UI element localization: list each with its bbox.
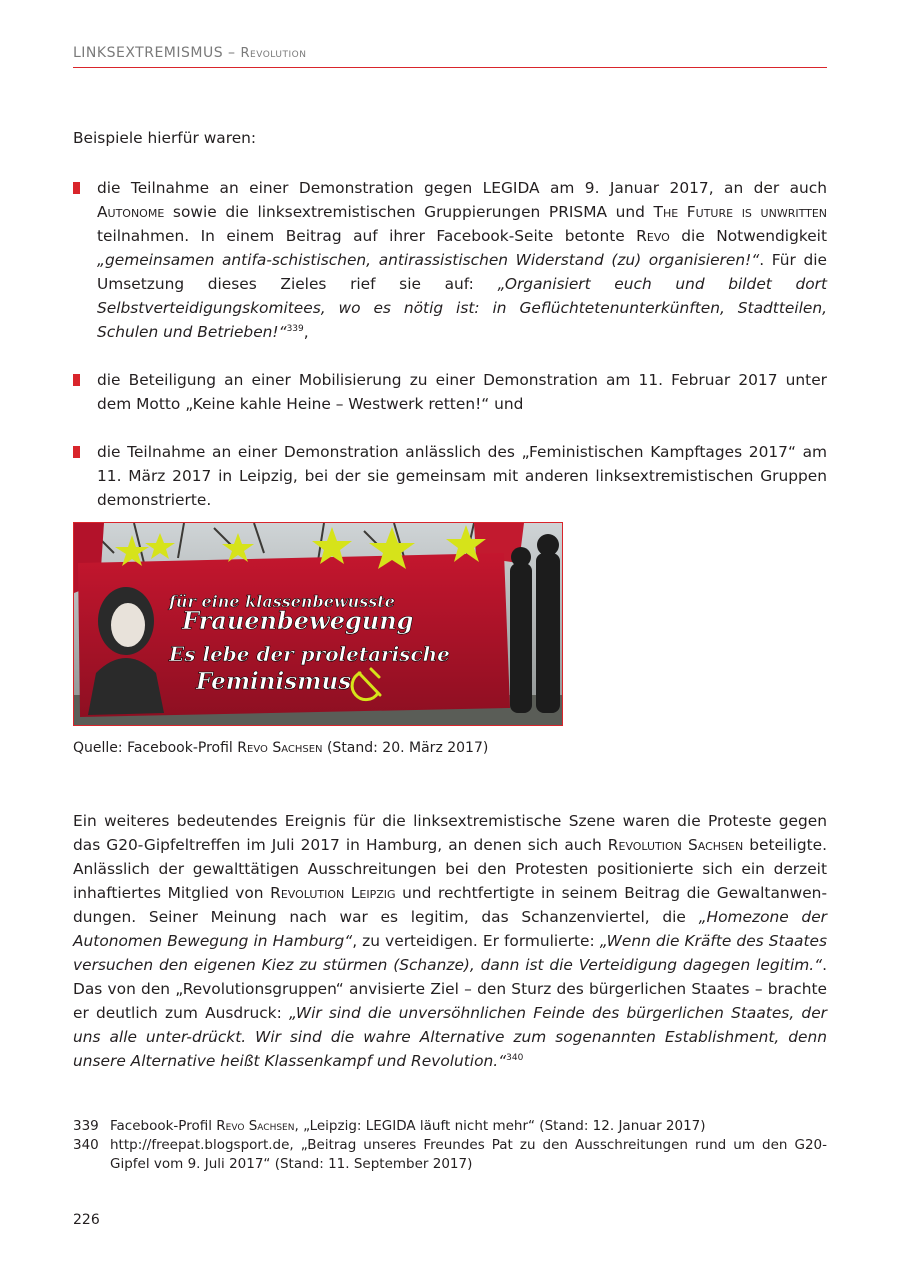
bullet-text: die Teilnahme an einer Demonstration anlässlich des „Feministischen Kampftages 2017“ am 11. März 2017 in Leipzig, bei der sie gemeinsam mit anderen linksextremistischen Gruppen demonstrierte. [97,443,827,509]
quote: „gemeinsamen antifa-schistischen, antirassistischen Widerstand (zu) organisieren!“ [97,251,760,269]
list-item [73,176,827,344]
org-name: Revo Sachsen [216,1118,295,1134]
footnote-339 [73,1117,827,1136]
paragraph-text: Ein weiteres bedeutendes Ereignis für die linksextremistische Szene waren die Proteste gegen das G20-Gipfeltreffen im Juli 2017 in Hamburg, an denen sich auch [73,812,827,854]
bullet-marker [73,182,80,194]
footnote-ref[interactable]: 340 [506,1053,524,1063]
org-name: Revolution Sachsen [607,836,744,854]
caption-text: (Stand: 20. März 2017) [322,740,489,756]
header-separator: – [223,45,241,61]
header-subsection: Revolution [240,46,307,61]
quote: „Organisiert euch und bildet dort Selbstverteidigungskomitees, wo es nötig ist: in Geflüchtetenunterkünften, Stadtteilen, Schulen und Betrieben!“ [97,275,828,341]
paragraph-text: und rechtfertigte in seinem Beitrag die Gewaltanwen-dungen. Seiner Meinung nach war es legitim, das Schanzenviertel, die [73,884,827,926]
footnotes [73,1117,827,1174]
banner-line: Feminismus [196,668,352,695]
quote: „Wir sind die unversöhnlichen Feinde des bürgerlichen Staates, der uns alle unter-drückt. Wir sind die wahre Alternative zum sogenannten Establishment, denn unsere Alternative heißt Klassenkampf und Revolution.“ [73,1004,827,1070]
footnote-text-part: , „Leipzig: LEGIDA läuft nicht mehr“ (Stand: 12. Januar 2017) [294,1118,706,1134]
bullet-marker [73,374,80,386]
paragraph-text: beteiligte. Anlässlich der gewalttätigen Ausschreitungen bei den Protesten positionierte sich ein derzeit inhaftiertes Mitglied von [73,836,827,902]
banner-line: Frauenbewegung [182,606,414,635]
org-name: Revolution Leipzig [270,884,396,902]
bullet-text: die Notwendigkeit [669,227,827,245]
org-name: The Future is unwritten [653,203,828,221]
bullet-text: teilnahmen. In einem Beitrag auf ihrer Facebook-Seite betonte [97,227,637,245]
footnote-340 [73,1136,827,1174]
bullet-text: die Teilnahme an einer Demonstration gegen LEGIDA am 9. Januar 2017, an der auch [97,179,827,197]
footnote-text-part: Facebook-Profil [110,1118,217,1134]
quote: „Wenn die Kräfte des Staates versuchen den eigenen Kiez zu stürmen (Schanze), dann ist die Verteidigung dagegen legitim.“ [73,932,827,974]
page-number: 226 [73,1212,100,1228]
banner-line: für eine klassenbewusste [169,592,395,611]
org-name: Revo [636,227,670,245]
quote: „Homezone der Autonomen Bewegung in Hamburg“ [73,908,827,950]
header-section: LINKSEXTREMISMUS [73,45,224,61]
list-item [73,440,827,512]
banner-line: Es lebe der proletarische [169,642,450,666]
bullet-marker [73,446,80,458]
intro-line: Beispiele hierfür waren: [73,129,257,147]
bullet-text: , [303,323,309,341]
header-rule [73,67,827,68]
example-list [73,176,827,512]
org-name: Revo Sachsen [237,740,323,756]
list-item [73,368,827,416]
footnote-number: 339 [73,1118,99,1134]
footnote-ref[interactable]: 339 [286,324,304,334]
org-name: Autonome [97,203,165,221]
bullet-text: . Für die Umsetzung dieses Zieles rief sie auf: [97,251,827,293]
paragraph-text: , zu verteidigen. Er formulierte: [352,932,600,950]
footnote-text: http://freepat.blogsport.de, „Beitrag unseres Freundes Pat zu den Ausschreitungen rund um den G20-Gipfel vom 9. Juli 2017“ (Stand: 11. September 2017) [110,1137,827,1172]
caption-text: Quelle: Facebook-Profil [73,740,238,756]
photo-caption [73,738,488,758]
bullet-text: die Beteiligung an einer Mobilisierung zu einer Demonstration am 11. Februar 2017 unter dem Motto „Keine kahle Heine – Westwerk retten!“ und [97,371,827,413]
portrait-face [111,603,145,647]
body-paragraph [73,809,827,1073]
running-header [73,45,827,61]
photo-illustration [74,523,562,725]
footnote-number: 340 [73,1137,99,1153]
paragraph-text: . Das von den „Revolutionsgruppen“ anvisierte Ziel – den Sturz des bürgerlichen Staates – brachte er deutlich zum Ausdruck: [73,956,827,1022]
bullet-text: sowie die linksextremistischen Gruppierungen PRISMA und [164,203,654,221]
footnote-text [110,1117,827,1136]
demonstration-photo [73,522,563,726]
